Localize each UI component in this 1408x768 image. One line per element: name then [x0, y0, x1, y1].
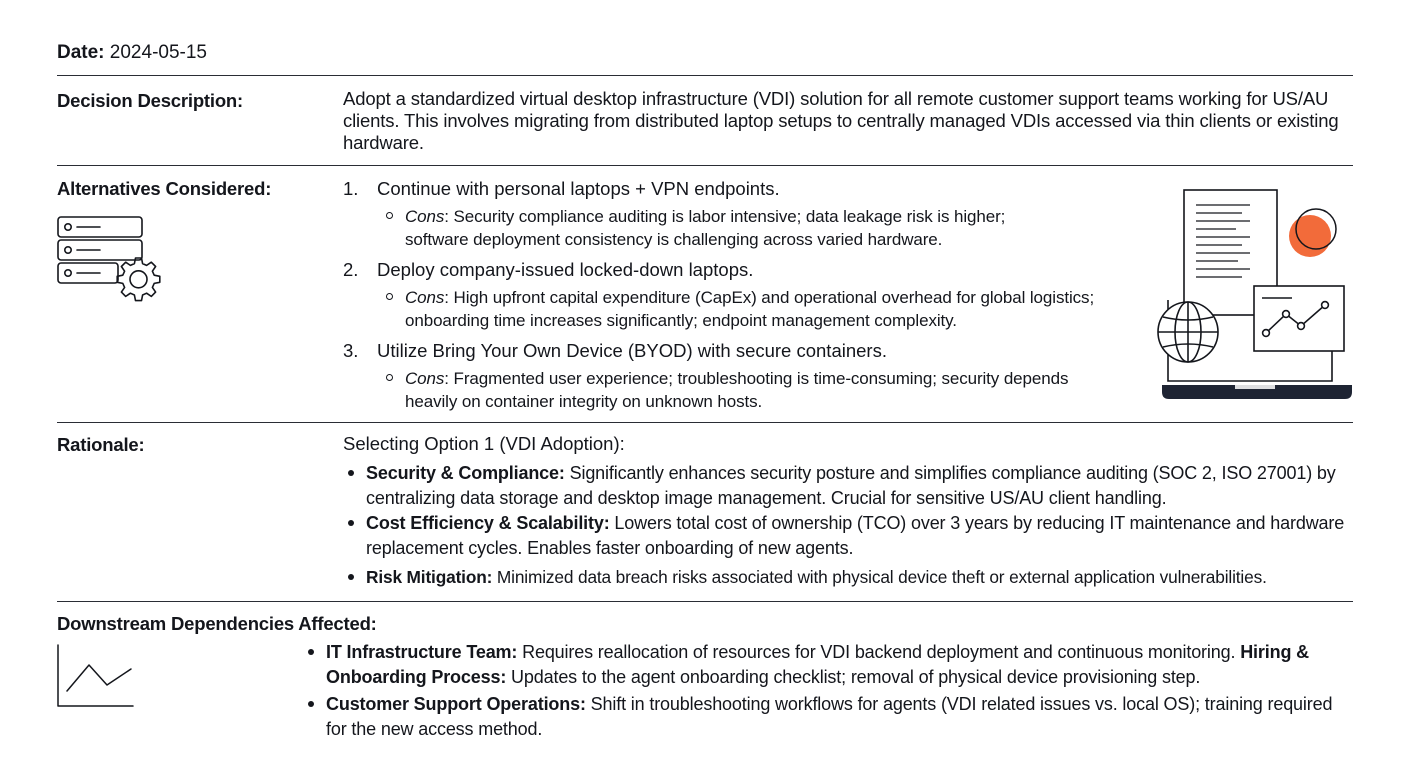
alternative-title: Continue with personal laptops + VPN endpoints. [377, 178, 780, 199]
rationale-point [366, 461, 1356, 511]
divider [57, 165, 1353, 166]
downstream-point [326, 692, 1356, 742]
document-laptop-illustration [1150, 183, 1360, 403]
point-text: Significantly enhances security posture and simplifies compliance auditing (SOC 2, ISO 27001) by centralizing data storage and desktop image management. Crucial for sensitive US/AU client handling. [366, 463, 1336, 508]
cons-text: : Security compliance auditing is labor intensive; data leakage risk is higher; software deployment consistency is challenging across varied hardware. [405, 207, 1006, 249]
point-text: Minimized data breach risks associated with physical device theft or external application vulnerabilities. [492, 567, 1267, 587]
cons-text: : High upfront capital expenditure (CapEx) and operational overhead for global logistics; onboarding time increases significantly; endpoint management complexity. [405, 288, 1095, 330]
bullet-icon [308, 649, 314, 655]
point-text: Requires reallocation of resources for VDI backend deployment and continuous monitoring. [517, 642, 1241, 662]
line-chart-icon [55, 643, 137, 709]
date-value: 2024-05-15 [109, 42, 207, 63]
divider [57, 422, 1353, 423]
bullet-icon [348, 470, 354, 476]
alternative-number: 2. [343, 259, 359, 280]
alternative-title: Utilize Bring Your Own Device (BYOD) with secure containers. [377, 340, 887, 361]
point-title: Security & Compliance: [366, 463, 565, 483]
decision-text: Adopt a standardized virtual desktop infrastructure (VDI) solution for all remote customer support teams working for US/AU clients. This involves migrating from distributed laptop setups to centrally managed VDIs accessed via thin clients or existing hardware. [343, 88, 1339, 153]
alternative-cons [405, 286, 1125, 332]
divider [57, 75, 1353, 76]
alternative-number: 1. [343, 178, 359, 199]
point-title: Cost Efficiency & Scalability: [366, 513, 610, 533]
point-text-secondary: Updates to the agent onboarding checklist; removal of physical device provisioning step. [506, 667, 1201, 687]
downstream-point [326, 640, 1356, 690]
point-title: Customer Support Operations: [326, 694, 586, 714]
point-text: Lowers total cost of ownership (TCO) over 3 years by reducing IT maintenance and hardware replacement cycles. Enables faster onboarding of new agents. [366, 513, 1345, 558]
alternative-cons [405, 367, 1105, 413]
globe-icon [1158, 302, 1218, 362]
circle-bullet-icon [386, 212, 393, 219]
divider [57, 601, 1353, 602]
alternatives-label: Alternatives Considered: [57, 178, 272, 199]
point-text: Shift in troubleshooting workflows for agents (VDI related issues vs. local OS); training required for the new access method. [326, 694, 1333, 739]
bullet-icon [308, 701, 314, 707]
cons-label: Cons [405, 369, 445, 388]
alternative-cons [405, 205, 1065, 251]
downstream-label: Downstream Dependencies Affected: [57, 613, 377, 634]
alternative-number: 3. [343, 340, 359, 361]
circle-bullet-icon [386, 374, 393, 381]
accent-circle [1289, 215, 1331, 257]
date-line [57, 42, 207, 64]
alternative-title: Deploy company-issued locked-down laptops. [377, 259, 754, 280]
rationale-intro: Selecting Option 1 (VDI Adoption): [343, 433, 625, 454]
rationale-point [366, 565, 1356, 590]
bullet-icon [348, 574, 354, 580]
decision-label: Decision Description: [57, 90, 243, 111]
circle-bullet-icon [386, 293, 393, 300]
rationale-label: Rationale: [57, 434, 145, 455]
date-label: Date: [57, 42, 105, 63]
trend-line-icon [67, 665, 131, 691]
cons-label: Cons [405, 288, 445, 307]
rationale-point [366, 511, 1356, 561]
server-gear-icon [55, 213, 165, 305]
cons-label: Cons [405, 207, 445, 226]
bullet-icon [348, 520, 354, 526]
point-title: Risk Mitigation: [366, 567, 493, 587]
point-title-secondary: Hiring & Onboarding Process: [326, 642, 1309, 687]
point-title: IT Infrastructure Team: [326, 642, 518, 662]
cons-text: : Fragmented user experience; troubleshooting is time-consuming; security depends heavily on container integrity on unknown hosts. [405, 369, 1069, 411]
